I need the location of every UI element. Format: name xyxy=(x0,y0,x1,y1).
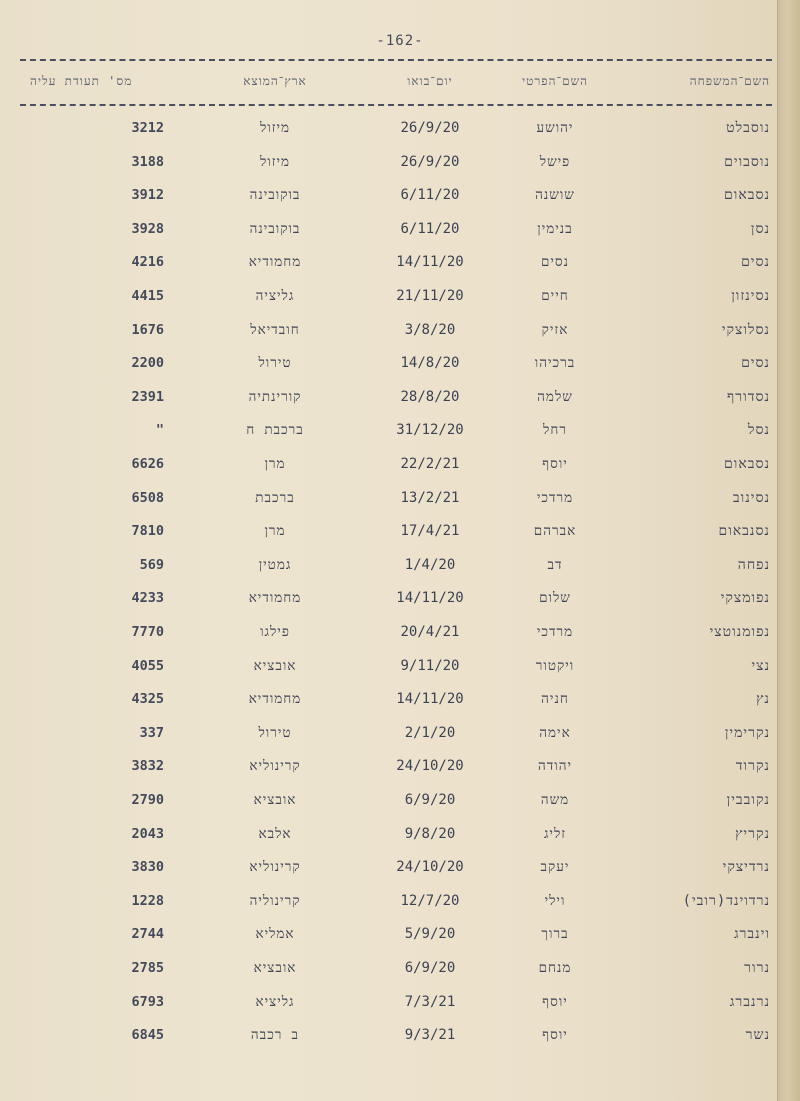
arrival-date-cell: 31/12/20 xyxy=(396,422,464,439)
surname-cell: נץ xyxy=(756,691,770,708)
table-row xyxy=(20,254,772,284)
origin-cell: חובדיאל xyxy=(250,321,300,338)
arrival-date-cell: 26/9/20 xyxy=(400,153,460,170)
cert-number-cell: " xyxy=(155,422,164,439)
surname-cell: נקריץ xyxy=(735,825,770,842)
origin-cell: מחמודיא xyxy=(248,254,302,271)
arrival-date-cell: 9/11/20 xyxy=(400,657,460,674)
table-row xyxy=(20,624,772,654)
cert-number-cell: 569 xyxy=(139,556,164,573)
first-name-cell: נסים xyxy=(540,254,570,271)
cert-number-cell: 3212 xyxy=(131,120,164,136)
arrival-date-cell: 14/11/20 xyxy=(396,254,464,271)
first-name-cell: פישל xyxy=(539,153,571,170)
arrival-date-cell: 9/8/20 xyxy=(404,825,456,842)
origin-cell: מרן xyxy=(264,456,286,472)
table-row xyxy=(20,859,772,889)
origin-cell: טירול xyxy=(258,724,292,741)
origin-cell: גמטין xyxy=(258,556,292,573)
arrival-date-cell: 5/9/20 xyxy=(404,926,456,943)
table-row xyxy=(20,826,772,856)
first-name-cell: זליג xyxy=(543,825,567,842)
arrival-date-cell: 28/8/20 xyxy=(400,388,460,405)
table-row xyxy=(20,187,772,217)
origin-cell: טירול xyxy=(258,355,292,372)
cert-number-cell: 2785 xyxy=(131,960,164,976)
origin-cell: אובציא xyxy=(253,792,297,808)
cert-number-cell: 2043 xyxy=(131,825,164,842)
surname-cell: נסינוב xyxy=(732,489,770,506)
arrival-date-cell: 6/11/20 xyxy=(400,220,460,237)
surname-cell: נשר xyxy=(745,1027,770,1044)
first-name-cell: יעקב xyxy=(540,859,570,876)
surname-cell: נסלוצקי xyxy=(721,321,770,338)
cert-number-cell: 1228 xyxy=(131,892,164,909)
surname-cell: נסבאום xyxy=(724,187,770,204)
arrival-date-cell: 12/7/20 xyxy=(400,892,460,909)
surname-cell: נרדוינד(רובי) xyxy=(682,892,770,909)
first-name-cell: דב xyxy=(547,556,563,573)
table-row xyxy=(20,154,772,184)
arrival-date-cell: 20/4/21 xyxy=(400,624,460,640)
first-name-cell: ויקטור xyxy=(535,657,575,674)
origin-cell: מחמודיא xyxy=(248,590,302,607)
first-name-cell: יוסף xyxy=(542,1027,568,1044)
table-row xyxy=(20,994,772,1024)
table-row xyxy=(20,725,772,755)
surname-cell: וינברג xyxy=(733,926,770,943)
cert-number-cell: 6845 xyxy=(131,1027,164,1044)
cert-number-cell: 4233 xyxy=(131,590,164,607)
arrival-date-cell: 6/11/20 xyxy=(400,187,460,204)
surname-cell: נצי xyxy=(751,657,770,674)
origin-cell: קרינוליה xyxy=(249,892,301,909)
arrival-date-cell: 1/4/20 xyxy=(404,556,456,573)
arrival-date-cell: 24/10/20 xyxy=(396,859,464,876)
arrival-date-cell: 9/3/21 xyxy=(404,1027,456,1044)
cert-number-cell: 2391 xyxy=(131,388,164,405)
header-arrival-date: יום־בואו xyxy=(407,74,453,88)
header-rule xyxy=(20,104,772,106)
table-row xyxy=(20,960,772,990)
origin-cell: מרן xyxy=(264,523,286,540)
surname-cell: נקרימין xyxy=(724,724,770,741)
first-name-cell: ברכיהו xyxy=(534,355,576,372)
table-row xyxy=(20,322,772,352)
table-row xyxy=(20,893,772,923)
first-name-cell: מרדכי xyxy=(536,489,574,506)
surname-cell: נרור xyxy=(744,960,770,976)
surname-cell: נסבאום xyxy=(724,456,770,472)
origin-cell: בוקובינה xyxy=(249,187,301,204)
top-rule xyxy=(20,59,772,61)
arrival-date-cell: 2/1/20 xyxy=(404,724,456,741)
first-name-cell: משה xyxy=(540,792,570,808)
origin-cell: מיזול xyxy=(259,120,291,136)
cert-number-cell: 3830 xyxy=(131,859,164,876)
arrival-date-cell: 14/11/20 xyxy=(396,590,464,607)
arrival-date-cell: 17/4/21 xyxy=(400,523,460,540)
table-row xyxy=(20,1027,772,1057)
cert-number-cell: 7810 xyxy=(131,523,164,540)
first-name-cell: אימה xyxy=(539,724,571,741)
origin-cell: אלבא xyxy=(258,825,292,842)
cert-number-cell: 4055 xyxy=(131,657,164,674)
cert-number-cell: 4216 xyxy=(131,254,164,271)
cert-number-cell: 2790 xyxy=(131,792,164,808)
table-row xyxy=(20,288,772,318)
surname-cell: נקרוד xyxy=(735,758,770,775)
origin-cell: קרינוליא xyxy=(249,859,301,876)
first-name-cell: יוסף xyxy=(542,993,568,1010)
origin-cell: ב רכבה xyxy=(250,1027,300,1044)
origin-cell: קרינוליא xyxy=(249,758,301,775)
origin-cell: מיזול xyxy=(259,153,291,170)
table-row xyxy=(20,658,772,688)
first-name-cell: שלמה xyxy=(537,388,573,405)
surname-cell: נסים xyxy=(741,355,770,372)
table-row xyxy=(20,355,772,385)
first-name-cell: שושנה xyxy=(535,187,575,204)
cert-number-cell: 6508 xyxy=(131,489,164,506)
column-headers xyxy=(20,74,772,98)
first-name-cell: יהודה xyxy=(537,758,573,775)
first-name-cell: וילי xyxy=(544,892,566,909)
header-origin: ארץ־המוצא xyxy=(243,74,307,88)
first-name-cell: חיים xyxy=(541,288,569,304)
surname-cell: נסים xyxy=(741,254,770,271)
first-name-cell: שלום xyxy=(539,590,571,607)
header-surname: השם־המשפחה xyxy=(689,74,770,88)
first-name-cell: בנימין xyxy=(537,220,573,237)
table-row xyxy=(20,758,772,788)
cert-number-cell: 2744 xyxy=(131,926,164,943)
table-row xyxy=(20,120,772,150)
first-name-cell: רחל xyxy=(543,422,567,439)
cert-number-cell: 3912 xyxy=(131,187,164,204)
table-row xyxy=(20,490,772,520)
table-row xyxy=(20,691,772,721)
table-row xyxy=(20,926,772,956)
arrival-date-cell: 24/10/20 xyxy=(396,758,464,775)
page-edge xyxy=(777,0,800,1101)
arrival-date-cell: 6/9/20 xyxy=(404,792,456,808)
arrival-date-cell: 14/8/20 xyxy=(400,355,460,372)
first-name-cell: ברוך xyxy=(541,926,569,943)
origin-cell: גליציא xyxy=(255,993,295,1010)
origin-cell: אובציא xyxy=(253,960,297,976)
cert-number-cell: 7770 xyxy=(131,624,164,640)
arrival-date-cell: 21/11/20 xyxy=(396,288,464,304)
table-row xyxy=(20,422,772,452)
table-row xyxy=(20,523,772,553)
arrival-date-cell: 7/3/21 xyxy=(404,993,456,1010)
cert-number-cell: 2200 xyxy=(131,355,164,372)
arrival-date-cell: 3/8/20 xyxy=(404,321,456,338)
surname-cell: נסדורף xyxy=(727,388,770,405)
first-name-cell: יוסף xyxy=(542,456,568,472)
cert-number-cell: 3832 xyxy=(131,758,164,775)
first-name-cell: אזיק xyxy=(541,321,569,338)
arrival-date-cell: 22/2/21 xyxy=(400,456,460,472)
origin-cell: ברכבת xyxy=(255,489,295,506)
cert-number-cell: 337 xyxy=(139,724,164,741)
surname-cell: נוסבוים xyxy=(724,153,770,170)
surname-cell: נסן xyxy=(750,220,770,237)
surname-cell: נקובבין xyxy=(726,792,770,808)
surname-cell: נסנבאום xyxy=(718,523,770,540)
origin-cell: קורינתיה xyxy=(248,388,302,405)
first-name-cell: מרדכי xyxy=(536,624,574,640)
cert-number-cell: 3188 xyxy=(131,153,164,170)
origin-cell: בוקובינה xyxy=(249,220,301,237)
origin-cell: מחמודיא xyxy=(248,691,302,708)
cert-number-cell: 4325 xyxy=(131,691,164,708)
cert-number-cell: 6793 xyxy=(131,993,164,1010)
surname-cell: נרנברג xyxy=(729,993,770,1010)
cert-number-cell: 3928 xyxy=(131,220,164,237)
table-row xyxy=(20,557,772,587)
surname-cell: נפומנוטצי xyxy=(709,624,770,640)
header-cert-number: מס' תעודת עליה xyxy=(30,74,133,88)
first-name-cell: אברהם xyxy=(533,523,577,540)
surname-cell: נוסבלט xyxy=(726,120,770,136)
arrival-date-cell: 14/11/20 xyxy=(396,691,464,708)
table-row xyxy=(20,792,772,822)
page-number: -162- xyxy=(376,33,424,49)
origin-cell: אובציא xyxy=(253,657,297,674)
origin-cell: גליציה xyxy=(255,288,295,304)
first-name-cell: חניה xyxy=(541,691,569,708)
header-first-name: השם־הפרטי xyxy=(522,74,588,88)
first-name-cell: מנחם xyxy=(538,960,572,976)
table-row xyxy=(20,590,772,620)
cert-number-cell: 6626 xyxy=(131,456,164,472)
surname-cell: נסל xyxy=(747,422,770,439)
origin-cell: אמליא xyxy=(255,926,295,943)
surname-cell: נפומצקי xyxy=(720,590,770,607)
origin-cell: פילגו xyxy=(260,624,290,640)
table-row xyxy=(20,389,772,419)
surname-cell: נפחה xyxy=(737,556,770,573)
first-name-cell: יהושע xyxy=(536,120,574,136)
cert-number-cell: 1676 xyxy=(131,321,164,338)
table-row xyxy=(20,456,772,486)
arrival-date-cell: 13/2/21 xyxy=(400,489,460,506)
arrival-date-cell: 6/9/20 xyxy=(404,960,456,976)
table-row xyxy=(20,221,772,251)
surname-cell: נרדיצקי xyxy=(722,859,770,876)
origin-cell: ברכבת ח xyxy=(246,422,304,439)
arrival-date-cell: 26/9/20 xyxy=(400,120,460,136)
surname-cell: נסינזון xyxy=(731,288,770,304)
cert-number-cell: 4415 xyxy=(131,288,164,304)
